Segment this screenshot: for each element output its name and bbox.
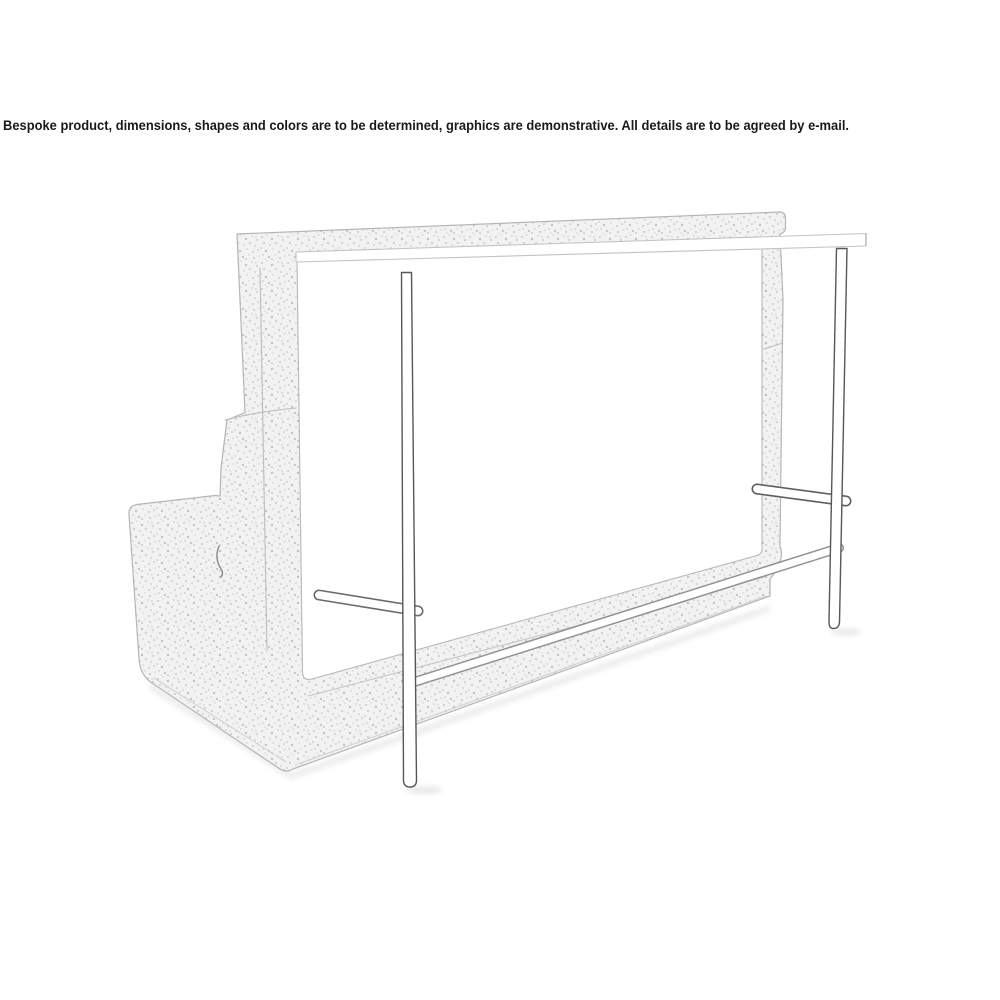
front-right-foot-shadow xyxy=(830,629,862,636)
sofa-sketch xyxy=(129,212,786,771)
disclaimer-text: Bespoke product, dimensions, shapes and colors are to be determined, graphics are demonstrative. All details are to be agreed by e-mail. xyxy=(3,118,849,133)
table-front-right-leg xyxy=(829,249,847,629)
